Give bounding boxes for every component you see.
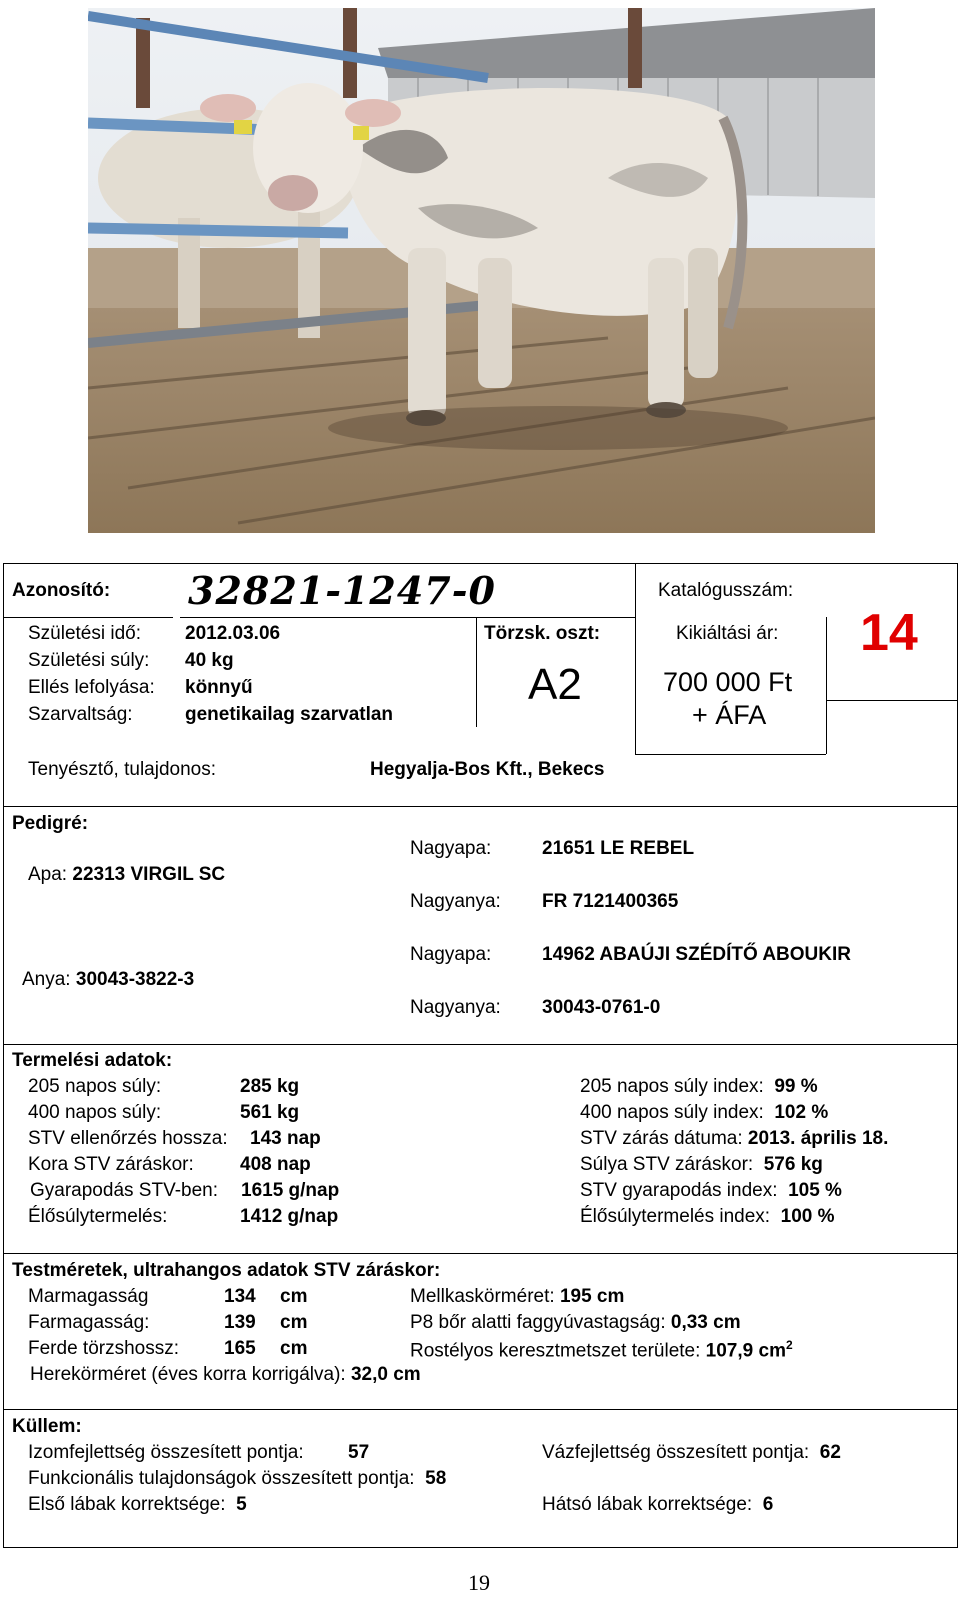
production-index-label: 400 napos súly index: — [580, 1102, 764, 1123]
production-value: 1615 g/nap — [241, 1180, 340, 1201]
front-label: Első lábak korrektsége: — [28, 1494, 226, 1515]
production-index-value: 2013. április 18. — [747, 1128, 889, 1149]
scrotal-value: 32,0 cm — [350, 1364, 421, 1385]
measure-right — [410, 1312, 741, 1334]
rear-value: 6 — [762, 1494, 774, 1515]
production-value: 408 nap — [240, 1154, 311, 1175]
rear-legs — [542, 1494, 773, 1516]
production-label: Gyarapodás STV-ben: — [30, 1180, 218, 1201]
production-value: 285 kg — [240, 1076, 300, 1097]
basic-label: Szarvaltság: — [28, 704, 133, 725]
dam-label: Anya: — [22, 969, 71, 990]
production-label: Kora STV záráskor: — [28, 1154, 194, 1175]
muscle-value: 57 — [348, 1442, 370, 1463]
id-label: Azonosító: — [12, 580, 111, 601]
bull-photo-icon — [88, 8, 875, 533]
func-value: 58 — [425, 1468, 447, 1489]
production-value: 1412 g/nap — [240, 1206, 339, 1227]
price-value: 700 000 Ft — [663, 667, 793, 697]
measure-label: Farmagasság: — [28, 1312, 150, 1333]
front-legs — [28, 1494, 247, 1516]
dam — [22, 969, 194, 991]
production-index-label: Súlya STV záráskor: — [580, 1154, 754, 1175]
production-index — [580, 1206, 835, 1228]
grand-label: Nagyanya: — [410, 891, 501, 912]
measure-right-label: P8 bőr alatti faggyúvastagság: — [410, 1312, 666, 1333]
measure-right-value: 0,33 cm — [670, 1312, 741, 1333]
breeder-name: Hegyalja-Bos Kft. — [370, 759, 528, 780]
measure-value: 165 — [224, 1338, 256, 1359]
breeder-label: Tenyésztő, tulajdonos: — [28, 759, 217, 780]
sire-label: Apa: — [28, 864, 68, 885]
basic-value: 40 kg — [185, 650, 234, 671]
func-label: Funkcionális tulajdonságok összesített pontja: — [28, 1468, 415, 1489]
herd-value: A2 — [528, 660, 582, 709]
production-label: Élősúlytermelés: — [28, 1206, 168, 1227]
production-label: 205 napos súly: — [28, 1076, 162, 1097]
production-label: STV ellenőrzés hossza: — [28, 1128, 228, 1149]
measures-title: Testméretek, ultrahangos adatok STV záráskor: — [12, 1260, 441, 1281]
price-label: Kikiáltási ár: — [676, 623, 779, 644]
production-index-value: 99 % — [774, 1076, 818, 1097]
measure-right-sup: 2 — [785, 1338, 793, 1352]
production-index-value: 100 % — [780, 1206, 835, 1227]
grand-value: 14962 ABAÚJI SZÉDÍTŐ ABOUKIR — [542, 944, 851, 965]
func-score — [28, 1468, 446, 1490]
production-index — [580, 1076, 818, 1098]
front-value: 5 — [236, 1494, 247, 1515]
measure-value: 139 — [224, 1312, 256, 1333]
measure-label: Ferde törzshossz: — [28, 1338, 179, 1359]
basic-value: 2012.03.06 — [185, 623, 281, 644]
basic-value: könnyű — [185, 677, 253, 698]
grand-value: 21651 LE REBEL — [542, 838, 695, 859]
grand-label: Nagyanya: — [410, 997, 501, 1018]
id-value: 32821-1247-0 — [188, 568, 496, 613]
production-index-value: 105 % — [788, 1180, 842, 1201]
frame-value: 62 — [819, 1442, 841, 1463]
measure-unit: cm — [280, 1286, 308, 1307]
sire — [28, 864, 225, 886]
catalog-number: 14 — [860, 604, 918, 662]
dam-value: 30043-3822-3 — [75, 969, 195, 990]
sire-value: 22313 VIRGIL SC — [72, 864, 226, 885]
breeder-place: , Bekecs — [527, 759, 605, 780]
production-value: 561 kg — [240, 1102, 300, 1123]
herd-label: Törzsk. oszt: — [484, 623, 601, 644]
measure-right — [410, 1338, 793, 1362]
muscle-label: Izomfejlettség összesített pontja: — [28, 1442, 304, 1463]
measure-unit: cm — [280, 1312, 308, 1333]
basic-label: Születési idő: — [28, 623, 142, 644]
basic-label: Ellés lefolyása: — [28, 677, 155, 698]
production-index-label: STV gyarapodás index: — [580, 1180, 778, 1201]
grand-value: 30043-0761-0 — [542, 997, 661, 1018]
production-index-value: 576 kg — [763, 1154, 823, 1175]
breeder-value — [370, 759, 604, 781]
grand-value: FR 7121400365 — [542, 891, 679, 912]
bull-photo — [88, 8, 875, 533]
page-number: 19 — [468, 1570, 490, 1595]
frame-score — [542, 1442, 841, 1464]
appearance-title: Küllem: — [12, 1416, 82, 1437]
production-index-value: 102 % — [774, 1102, 829, 1123]
production-index-label: Élősúlytermelés index: — [580, 1206, 771, 1227]
production-value: 143 nap — [250, 1128, 321, 1149]
basic-value: genetikailag szarvatlan — [185, 704, 394, 725]
production-label: 400 napos súly: — [28, 1102, 162, 1123]
measure-unit: cm — [280, 1338, 308, 1359]
pedigree-title: Pedigré: — [12, 813, 89, 834]
measure-right-value: 107,9 cm — [705, 1340, 786, 1362]
measure-right-value: 195 cm — [559, 1286, 625, 1307]
grand-label: Nagyapa: — [410, 838, 492, 859]
frame-label: Vázfejlettség összesített pontja: — [542, 1442, 810, 1463]
production-title: Termelési adatok: — [12, 1050, 173, 1071]
rear-label: Hátsó lábak korrektsége: — [542, 1494, 753, 1515]
scrotal — [30, 1364, 421, 1386]
production-index — [580, 1180, 842, 1202]
measure-label: Marmagasság — [28, 1286, 149, 1307]
production-index-label: STV zárás dátuma: — [580, 1128, 743, 1149]
measure-right-label: Mellkaskörméret: — [410, 1286, 555, 1307]
measure-right-label: Rostélyos keresztmetszet területe: — [410, 1340, 701, 1362]
price-vat: + ÁFA — [692, 700, 767, 730]
production-index — [580, 1154, 823, 1176]
production-index-label: 205 napos súly index: — [580, 1076, 764, 1097]
production-index — [580, 1102, 828, 1124]
scrotal-label: Herekörméret (éves korra korrigálva): — [30, 1364, 346, 1385]
grand-label: Nagyapa: — [410, 944, 492, 965]
production-index — [580, 1128, 888, 1150]
catalog-label: Katalógusszám: — [658, 580, 794, 601]
measure-right — [410, 1286, 624, 1308]
basic-label: Születési súly: — [28, 650, 150, 671]
measure-value: 134 — [224, 1286, 256, 1307]
